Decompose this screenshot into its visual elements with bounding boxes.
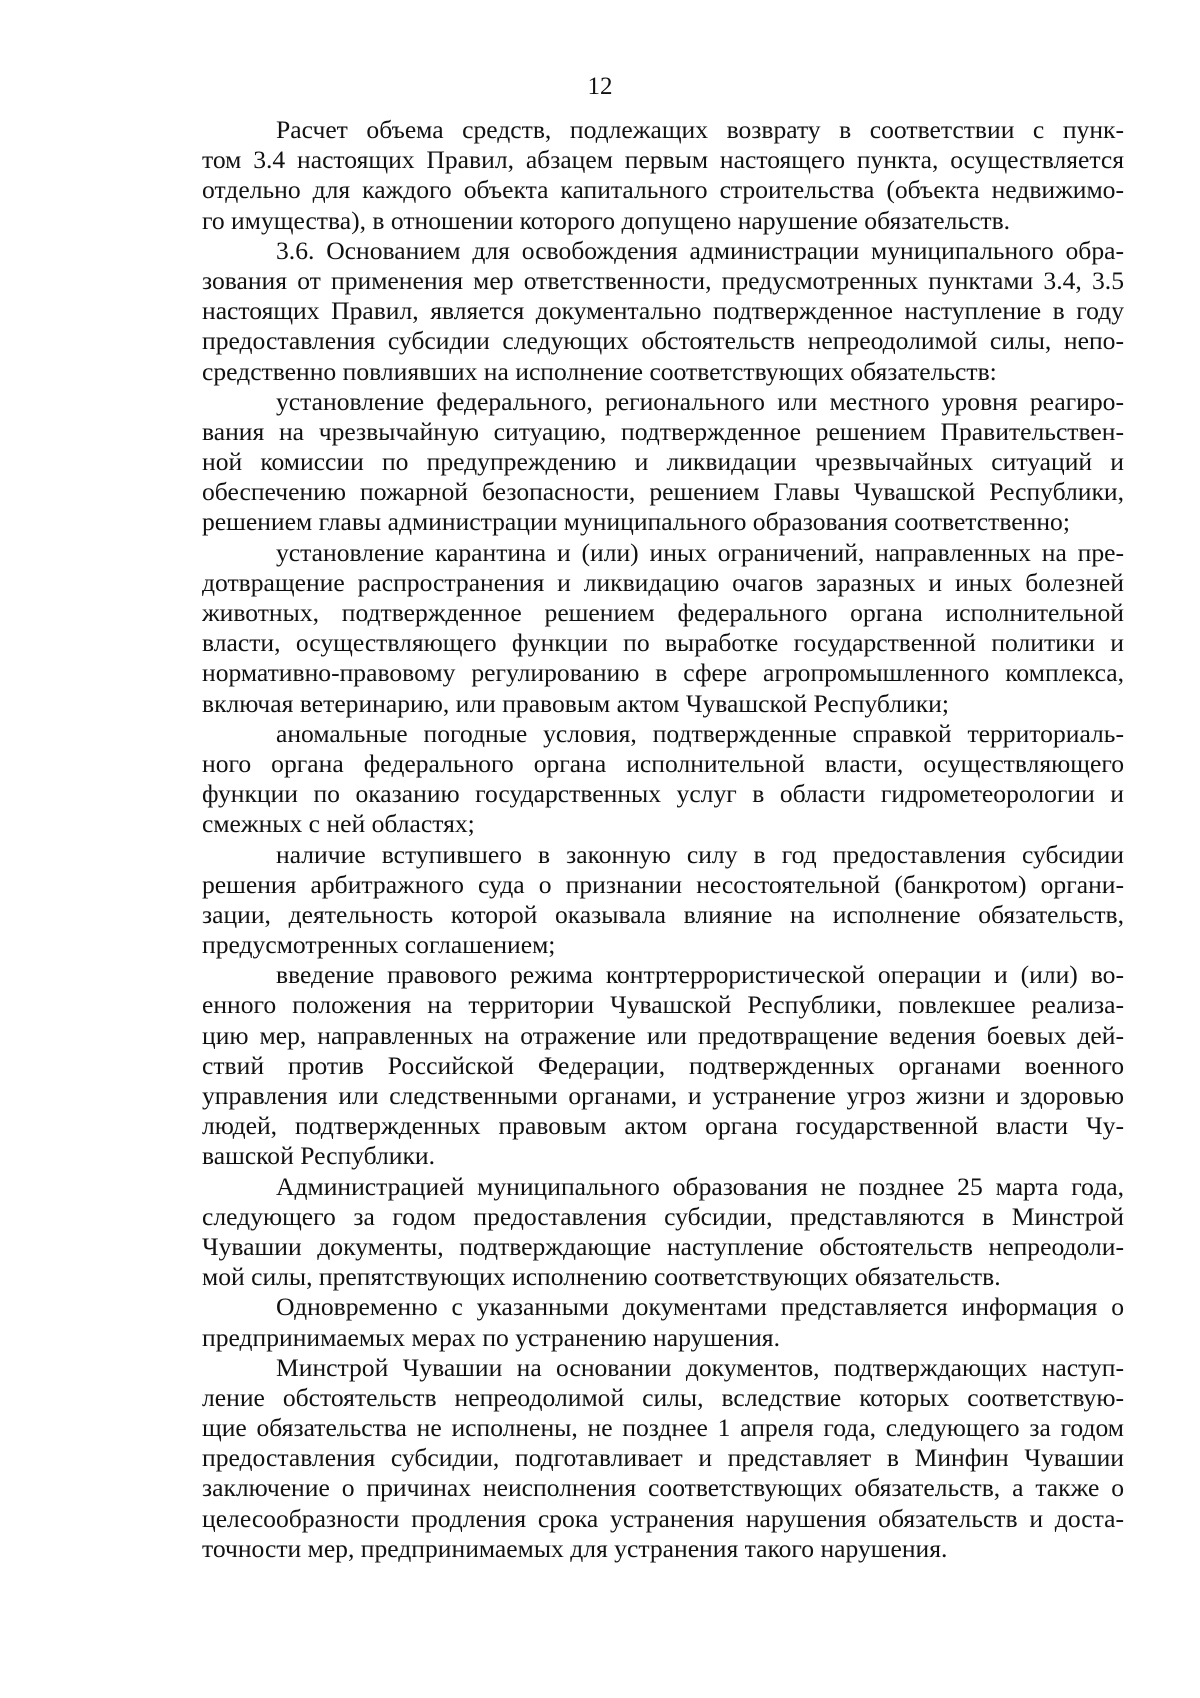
- text-line: щие обязательства не исполнены, не позднее 1 апреля года, следующего за годом: [202, 1413, 1124, 1443]
- text-line: власти, осуществляющего функции по выработке государственной политики и: [202, 628, 1124, 658]
- text-line: аномальные погодные условия, подтвержденные справкой территориаль-: [276, 718, 1124, 748]
- document-body: [202, 115, 1124, 1564]
- text-line: установление федерального, регионального или местного уровня реагиро-: [276, 386, 1124, 416]
- text-line: вашской Республики.: [202, 1141, 435, 1171]
- text-line: введение правового режима контртеррористической операции и (или) во-: [276, 960, 1124, 990]
- paragraph: [202, 840, 1124, 961]
- page-number: 12: [587, 73, 613, 100]
- paragraph: [202, 387, 1124, 538]
- text-line: енного положения на территории Чувашской Республики, повлекшее реализа-: [202, 990, 1124, 1020]
- text-line: предпринимаемых мерах по устранению нарушения.: [202, 1322, 780, 1352]
- text-line: ствий против Российской Федерации, подтвержденных органами военного: [202, 1050, 1124, 1080]
- paragraph: [202, 115, 1124, 236]
- text-line: управления или следственными органами, и устранение угроз жизни и здоровью: [202, 1081, 1124, 1110]
- text-line: Минстрой Чувашии на основании документов, подтверждающих наступ-: [276, 1352, 1124, 1382]
- text-line: обеспечению пожарной безопасности, решением Главы Чувашской Республики,: [202, 477, 1124, 507]
- text-line: настоящих Правил, является документально подтвержденное наступление в году: [202, 296, 1124, 326]
- text-line: заключение о причинах неисполнения соответствующих обязательств, а также о: [202, 1473, 1124, 1503]
- text-line: Расчет объема средств, подлежащих возврату в соответствии с пунк-: [276, 115, 1124, 144]
- text-line: предоставления субсидии следующих обстоятельств непреодолимой силы, непо-: [202, 326, 1124, 356]
- text-line: установление карантина и (или) иных ограничений, направленных на пре-: [276, 537, 1124, 567]
- text-line: дотвращение распространения и ликвидацию очагов заразных и иных болезней: [202, 567, 1124, 597]
- text-line: отдельно для каждого объекта капитального строительства (объекта недвижимо-: [202, 175, 1124, 205]
- text-line: Чувашии документы, подтверждающие наступление обстоятельств непреодоли-: [202, 1231, 1124, 1261]
- paragraph: [202, 1292, 1124, 1352]
- text-line: ного органа федерального органа исполнительной власти, осуществляющего: [202, 748, 1124, 778]
- text-line: том 3.4 настоящих Правил, абзацем первым настоящего пункта, осуществляется: [202, 145, 1124, 175]
- paragraph: [202, 960, 1124, 1171]
- text-line: ной комиссии по предупреждению и ликвидации чрезвычайных ситуаций и: [202, 447, 1124, 477]
- text-line: вания на чрезвычайную ситуацию, подтвержденное решением Правительствен-: [202, 416, 1124, 446]
- text-line: предусмотренных соглашением;: [202, 930, 556, 960]
- text-line: целесообразности продления срока устранения нарушения обязательств и доста-: [202, 1503, 1124, 1533]
- text-line: Администрацией муниципального образования не позднее 25 марта года,: [276, 1171, 1124, 1201]
- text-line: мой силы, препятствующих исполнению соответствующих обязательств.: [202, 1262, 1001, 1292]
- text-line: следующего за годом предоставления субсидии, представляются в Минстрой: [202, 1201, 1124, 1231]
- text-line: го имущества), в отношении которого допущено нарушение обязательств.: [202, 205, 1011, 235]
- paragraph: [202, 236, 1124, 387]
- paragraph: [202, 719, 1124, 840]
- text-line: людей, подтвержденных правовым актом органа государственной власти Чу-: [202, 1111, 1124, 1141]
- text-line: точности мер, предпринимаемых для устранения такого нарушения.: [202, 1533, 948, 1563]
- text-line: зования от применения мер ответственности, предусмотренных пунктами 3.4, 3.5: [202, 265, 1124, 295]
- text-line: цию мер, направленных на отражение или предотвращение ведения боевых дей-: [202, 1020, 1124, 1050]
- text-line: ление обстоятельств непреодолимой силы, вследствие которых соответствую-: [202, 1382, 1124, 1412]
- text-line: нормативно-правовому регулированию в сфере агропромышленного комплекса,: [202, 658, 1124, 688]
- paragraph: [202, 538, 1124, 719]
- text-line: Одновременно с указанными документами представляется информация о: [276, 1292, 1124, 1322]
- text-line: средственно повлиявших на исполнение соответствующих обязательств:: [202, 356, 997, 386]
- text-line: предоставления субсидии, подготавливает и представляет в Минфин Чувашии: [202, 1443, 1124, 1473]
- text-line: включая ветеринарию, или правовым актом Чувашской Республики;: [202, 688, 949, 718]
- paragraph: [202, 1172, 1124, 1293]
- text-line: 3.6. Основанием для освобождения администрации муниципального обра-: [276, 235, 1124, 265]
- paragraph: [202, 1353, 1124, 1564]
- text-line: функции по оказанию государственных услуг в области гидрометеорологии и: [202, 779, 1124, 809]
- text-line: животных, подтвержденное решением федерального органа исполнительной: [202, 598, 1124, 627]
- text-line: решения арбитражного суда о признании несостоятельной (банкротом) органи-: [202, 869, 1124, 899]
- text-line: зации, деятельность которой оказывала влияние на исполнение обязательств,: [202, 899, 1124, 929]
- text-line: смежных с ней областях;: [202, 809, 475, 839]
- text-line: решением главы администрации муниципального образования соответственно;: [202, 507, 1070, 537]
- text-line: наличие вступившего в законную силу в год предоставления субсидии: [276, 839, 1124, 869]
